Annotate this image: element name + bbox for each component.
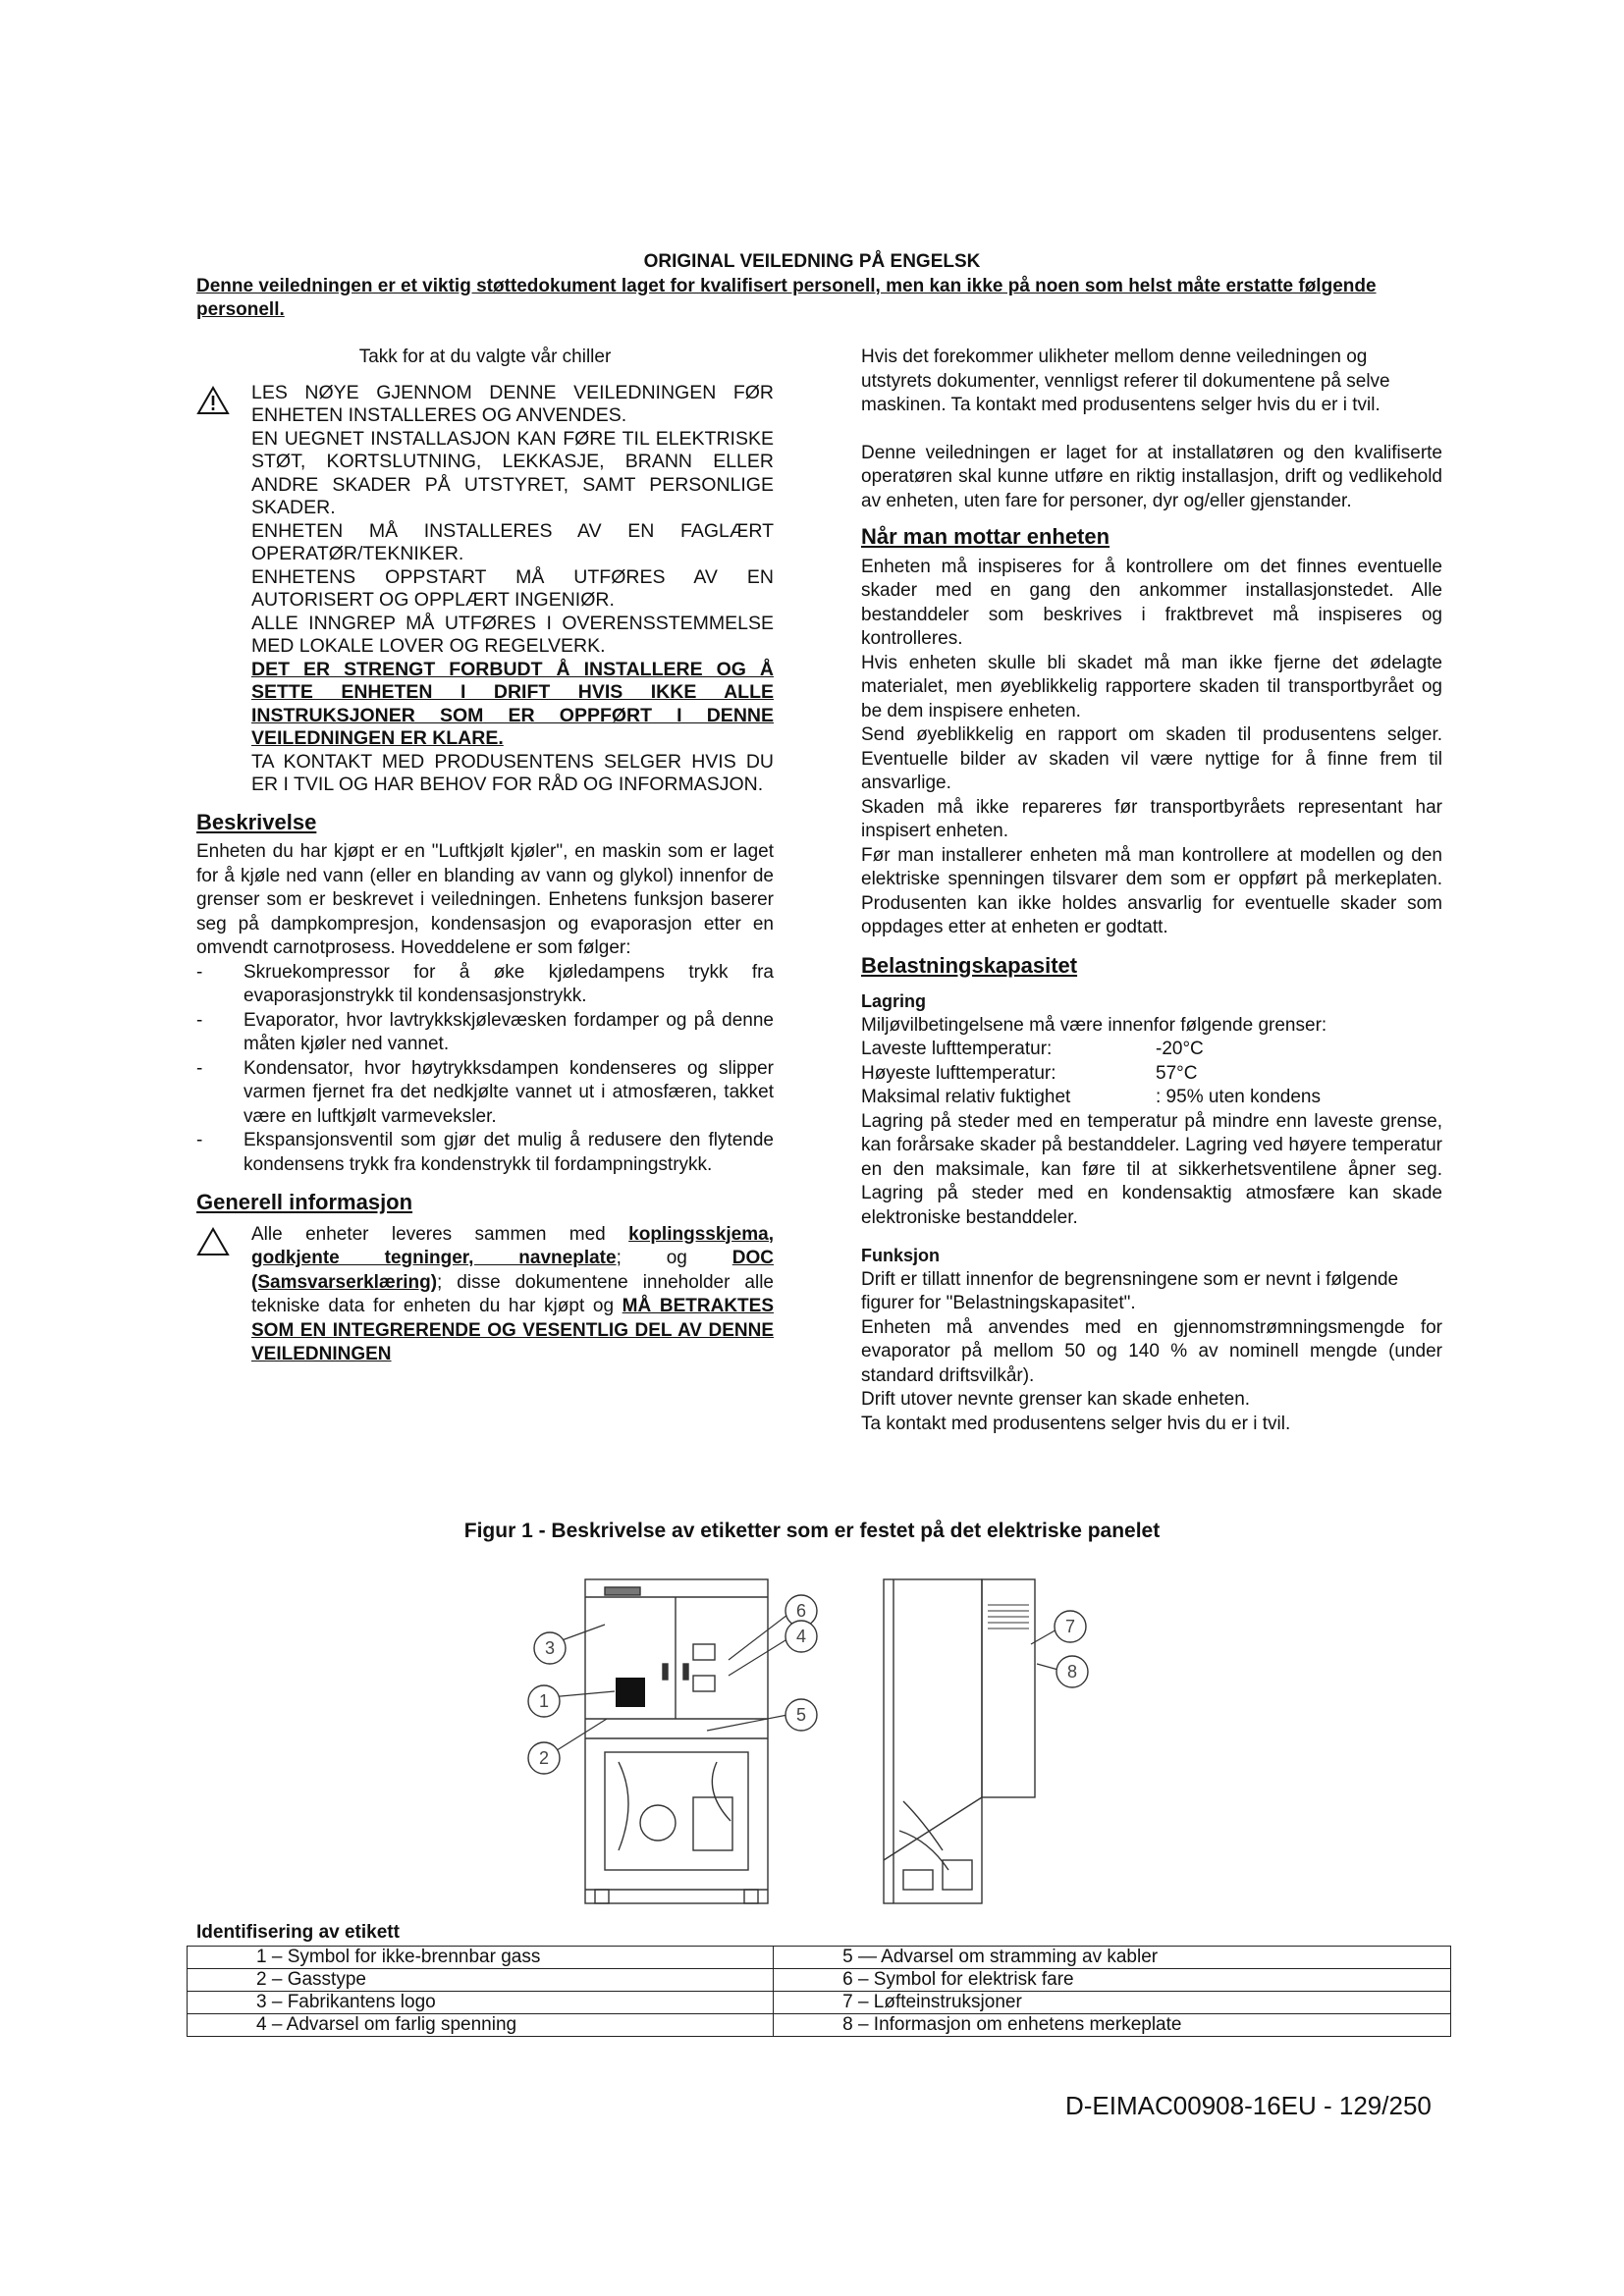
unit-side-outline: [884, 1579, 982, 1903]
lagring-key: Maksimal relativ fuktighet: [861, 1087, 1071, 1107]
warning-line-2: EN UEGNET INSTALLASJON KAN FØRE TIL ELEKTRISKE STØT, KORTSLUTNING, LEKKASJE, BRANN ELLER ANDRE SKADER PÅ UTSTYRET, SAMT PERSONLIGE SKADER.: [251, 427, 774, 518]
callout-2-label: 2: [538, 1748, 550, 1768]
funksjon-paragraph-4: Ta kontakt med produsentens selger hvis du er i tvil.: [861, 1413, 1291, 1434]
caution-triangle-icon: [196, 1227, 230, 1256]
callout-6-label: 6: [795, 1601, 807, 1621]
document-footer: D-EIMAC00908-16EU - 129/250: [1065, 2091, 1432, 2120]
warning-line-5: ALLE INNGREP MÅ UTFØRES I OVERENSSTEMMELSE MED LOKALE LOVER OG REGELVERK.: [251, 612, 774, 657]
table-cell: 8 – Informasjon om enhetens merkeplate: [774, 2014, 1451, 2037]
label-table-title: Identifisering av etikett: [196, 1922, 400, 1943]
warning-block: [196, 382, 774, 797]
label-table: [187, 1946, 1451, 2037]
generell-doc: DOC (Samsvarserklæring): [251, 1248, 774, 1293]
figure-caption: Figur 1 - Beskrivelse av etiketter som er festet på det elektriske panelet: [463, 1520, 1161, 1542]
warning-triangle-icon: [196, 386, 230, 415]
generell-emphasis: MÅ BETRAKTES SOM EN INTEGRERENDE OG VESENTLIG DEL AV DENNE VEILEDNINGEN: [251, 1296, 774, 1364]
beskrivelse-text: Enheten du har kjøpt er en "Luftkjølt kjøler", en maskin som er laget for å kjøle ned vann (eller en blanding av vann og glykol) innenfor de grenser som er beskrevet i veiledningen. Enhetens funksjon baserer seg på dampkompresjon, kondensasjon og evaporasjon etter en omvendt carnotprosess. Hoveddelene er som følger:: [196, 841, 774, 958]
table-row: [188, 1992, 1451, 2014]
callout-5-label: 5: [795, 1705, 807, 1725]
mottar-paragraph-2: Hvis enheten skulle bli skadet må man ikke fjerne det ødelagte materialet, men øyeblikkelig rapportere skaden til transportbyrået og be dem inspisere enheten.: [861, 652, 1442, 721]
generell-heading: Generell informasjon: [196, 1190, 413, 1214]
table-cell: 6 – Symbol for elektrisk fare: [774, 1969, 1451, 1992]
lagring-row: [861, 1062, 1442, 1087]
generell-text-1: Alle enheter leveres sammen med: [251, 1223, 629, 1245]
warning-line-3: ENHETEN MÅ INSTALLERES AV EN FAGLÆRT OPERATØR/TEKNIKER.: [251, 519, 774, 564]
mottar-paragraph-5: Før man installerer enheten må man kontrollere at modellen og den elektriske spenningen tilsvarer dem som er oppført på merkeplaten. Produsenten kan ikke holdes ansvarlig for eventuelle skader som oppdages etter at enheten er godtatt.: [861, 844, 1442, 937]
document-title: ORIGINAL VEILEDNING PÅ ENGELSK: [643, 251, 981, 272]
generell-text-5: ; disse dokumentene inneholder alle tekniske data for enheten du har kjøpt og: [251, 1271, 774, 1316]
funksjon-paragraph-1: Drift er tillatt innenfor de begrensningene som er nevnt i følgende figurer for "Belastningskapasitet".: [861, 1268, 1399, 1313]
lagring-heading: Lagring: [861, 991, 926, 1011]
lagring-key: Laveste lufttemperatur:: [861, 1039, 1053, 1059]
warning-contact: TA KONTAKT MED PRODUSENTENS SELGER HVIS DU ER I TVIL OG HAR BEHOV FOR RÅD OG INFORMASJON.: [251, 750, 774, 795]
lagring-value: : 95% uten kondens: [1156, 1087, 1321, 1107]
table-cell: 5 — Advarsel om stramming av kabler: [774, 1947, 1451, 1969]
list-item: - Ekspansjonsventil som gjør det mulig å redusere den flytende kondensens trykk fra kondenstrykk til fordampningstrykk.: [196, 1129, 774, 1177]
lagring-value: -20°C: [1156, 1039, 1204, 1059]
thanks-line: Takk for at du valgte vår chiller: [358, 347, 612, 367]
list-item: - Skruekompressor for å øke kjøledampens trykk fra evaporasjonstrykk til kondensasjonstrykk.: [196, 961, 774, 1009]
lagring-value: 57°C: [1156, 1062, 1198, 1084]
right-paragraph-2: Denne veiledningen er laget for at installatøren og den kvalifiserte operatøren skal kunne utføre en riktig installasjon, drift og vedlikehold av enheten, uten fare for personer, dyr og/eller gjenstander.: [861, 442, 1442, 511]
table-row: [188, 1947, 1451, 1969]
list-item: - Kondensator, hvor høytrykksdampen kondenseres og slipper varmen fjernet fra det nedkjølte vannet ut i atmosfæren, takket være en luftkjølt varmeveksler.: [196, 1057, 774, 1130]
callout-4-label: 4: [795, 1627, 807, 1646]
callout-1-label: 1: [538, 1691, 550, 1711]
lagring-intro: Miljøvilbetingelsene må være innenfor følgende grenser:: [861, 1014, 1327, 1036]
table-cell: 3 – Fabrikantens logo: [188, 1992, 774, 2014]
lagring-row: [861, 1038, 1442, 1062]
beskrivelse-list: [196, 961, 774, 1178]
funksjon-paragraph-2: Enheten må anvendes med en gjennomstrømningsmengde for evaporator på mellom 50 og 140 % av nominell mengde (under standard driftsvilkår).: [861, 1316, 1442, 1386]
callout-7-label: 7: [1064, 1617, 1076, 1636]
right-paragraph-1: Hvis det forekommer ulikheter mellom denne veiledningen og utstyrets dokumenter, vennligst referer til dokumentene på selve maskinen. Ta kontakt med produsentens selger hvis du er i tvil.: [861, 347, 1390, 415]
mottar-heading: Når man mottar enheten: [861, 524, 1110, 549]
unit-label-figure: [511, 1566, 1119, 1919]
mottar-paragraph-3: Send øyeblikkelig en rapport om skaden til produsentens selger. Eventuelle bilder av skaden vil være nyttige for å finne frem til ansvarlige.: [861, 724, 1442, 793]
warning-line-1: LES NØYE GJENNOM DENNE VEILEDNINGEN FØR ENHETEN INSTALLERES OG ANVENDES.: [251, 381, 774, 426]
funksjon-heading: Funksjon: [861, 1246, 940, 1265]
callout-8-label: 8: [1066, 1662, 1078, 1682]
table-cell: 4 – Advarsel om farlig spenning: [188, 2014, 774, 2037]
beskrivelse-heading: Beskrivelse: [196, 809, 317, 834]
table-row: [188, 1969, 1451, 1992]
lagring-row: [861, 1086, 1442, 1110]
table-cell: 7 – Løfteinstruksjoner: [774, 1992, 1451, 2014]
lagring-text: Lagring på steder med en temperatur på mindre enn laveste grense, kan forårsake skader på bestanddeler. Lagring ved høyere temperatur en den maksimale, kan føre til at sikkerhetsventilene åpner seg. Lagring på steder med en kondensaktig atmosfære kan skade elektroniske bestanddeler.: [861, 1110, 1442, 1228]
right-column: [861, 346, 1442, 1436]
mottar-paragraph-1: Enheten må inspiseres for å kontrollere om det finnes eventuelle skader med en gang den ankommer installasjonstedet. Alle bestanddeler som beskrives i fraktbrevet må inspiseres og kontrolleres.: [861, 556, 1442, 649]
warning-line-4: ENHETENS OPPSTART MÅ UTFØRES AV EN AUTORISERT OG OPPLÆRT INGENIØR.: [251, 565, 774, 611]
warning-forbidden: DET ER STRENGT FORBUDT Å INSTALLERE OG Å SETTE ENHETEN I DRIFT HVIS IKKE ALLE INSTRUKSJONER SOM ER OPPFØRT I DENNE VEILEDNINGEN ER KLARE.: [251, 658, 774, 749]
table-cell: 1 – Symbol for ikke-brennbar gass: [188, 1947, 774, 1969]
list-item: - Evaporator, hvor lavtrykkskjølevæsken fordamper og på denne måten kjøler ned vannet.: [196, 1009, 774, 1057]
table-cell: 2 – Gasstype: [188, 1969, 774, 1992]
generell-block: [196, 1223, 774, 1367]
left-column: [196, 346, 774, 1367]
generell-docs: koplingsskjema, godkjente tegninger, navneplate: [251, 1223, 774, 1268]
mottar-paragraph-4: Skaden må ikke repareres før transportbyråets representant har inspisert enheten.: [861, 796, 1442, 841]
kapasitet-heading: Belastningskapasitet: [861, 952, 1078, 978]
unit-front-outline: [585, 1579, 768, 1903]
generell-text-3: ; og: [616, 1248, 732, 1268]
label-1-marker: [616, 1678, 645, 1707]
funksjon-paragraph-3: Drift utover nevnte grenser kan skade enheten.: [861, 1389, 1251, 1410]
intro-notice: Denne veiledningen er et viktig støttedokument laget for kvalifisert personell, men kan ikke på noen som helst måte erstatte følgende personell.: [196, 276, 1377, 320]
table-row: [188, 2014, 1451, 2037]
lagring-key: Høyeste lufttemperatur:: [861, 1062, 1056, 1084]
callout-3-label: 3: [544, 1638, 556, 1658]
